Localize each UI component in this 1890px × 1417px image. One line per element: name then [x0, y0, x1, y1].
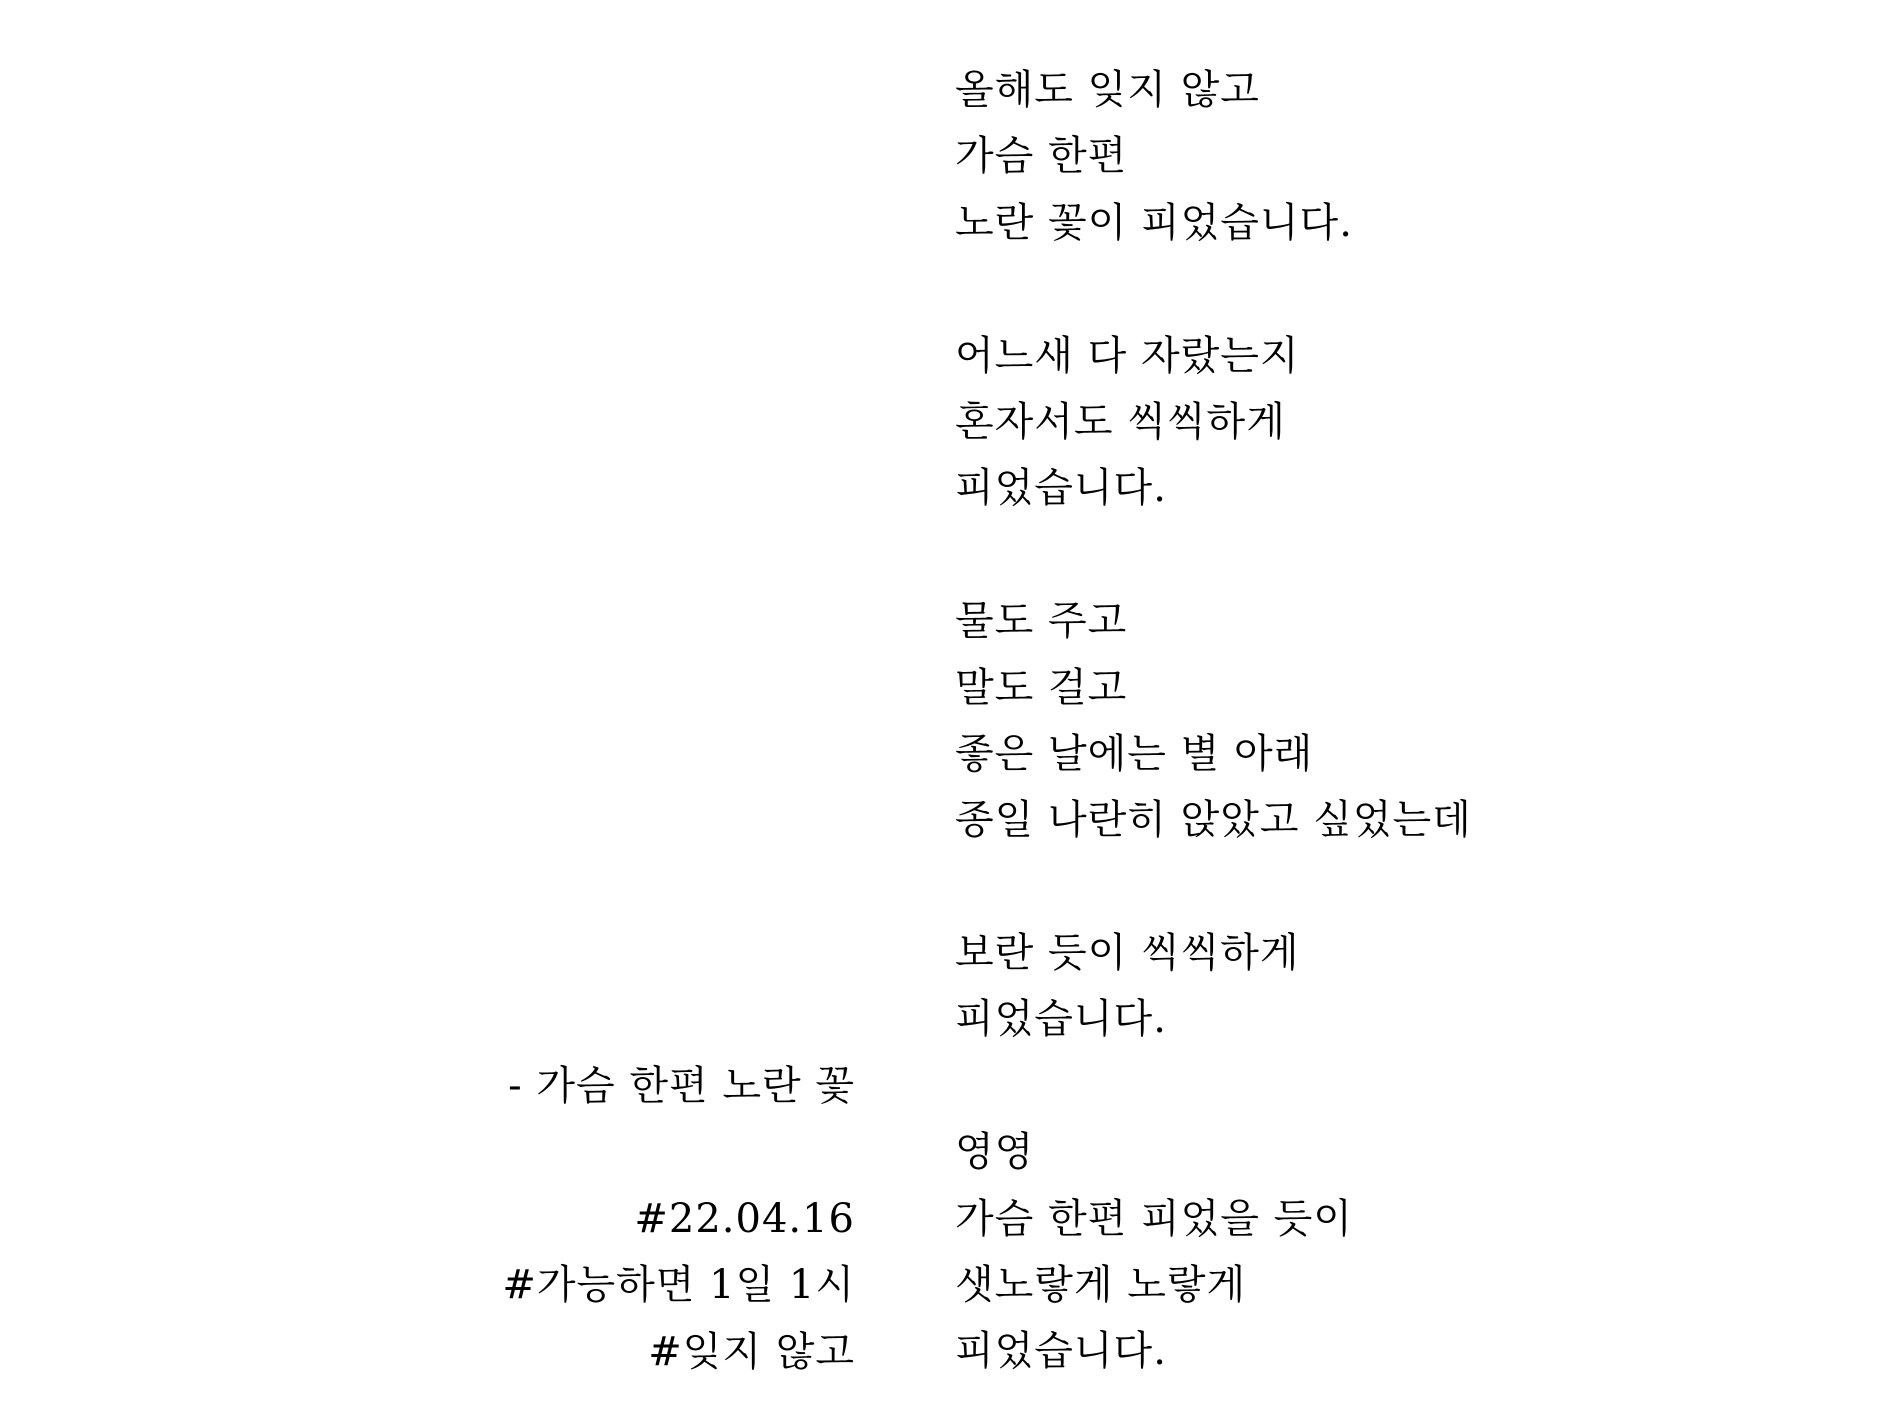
- poem-line: 혼자서도 씩씩하게: [955, 398, 1286, 445]
- poem-line: 피었습니다.: [955, 996, 1167, 1043]
- hashtag-daily-poem: #가능하면 1일 1시: [502, 1262, 855, 1309]
- poem-line: 피었습니다.: [955, 1328, 1167, 1375]
- stanza-break: [955, 256, 1472, 322]
- poem-line: 샛노랗게 노랗게: [955, 1262, 1247, 1309]
- poem-line: 노란 꽃이 피었습니다.: [955, 199, 1353, 246]
- poem-line: 물도 주고: [955, 598, 1128, 645]
- hashtag-not-forgetting: #잊지 않고: [648, 1328, 855, 1375]
- stanza-break: [955, 1053, 1472, 1119]
- hashtag-list: [502, 1186, 855, 1385]
- poem-line: 올해도 잊지 않고: [955, 67, 1260, 113]
- poem-line: 종일 나란히 앉았고 싶었는데: [955, 797, 1472, 844]
- stanza-break: [955, 522, 1472, 588]
- poem-line: 영영: [955, 1129, 1035, 1176]
- poem-line: 피었습니다.: [955, 465, 1167, 512]
- poem-title-text: - 가슴 한편 노란 꽃: [508, 1063, 855, 1109]
- hashtag-date: #22.04.16: [634, 1196, 855, 1242]
- poem-body: [955, 57, 1472, 1385]
- poem-line: 가슴 한편: [955, 133, 1128, 180]
- poem-title: [508, 1053, 855, 1119]
- stanza-break: [955, 854, 1472, 920]
- poem-line: 어느새 다 자랐는지: [955, 332, 1300, 379]
- poem-line: 보란 듯이 씩씩하게: [955, 930, 1300, 977]
- poem-line: 좋은 날에는 별 아래: [955, 730, 1314, 777]
- poem-line: 가슴 한편 피었을 듯이: [955, 1195, 1353, 1242]
- poem-line: 말도 걸고: [955, 664, 1128, 711]
